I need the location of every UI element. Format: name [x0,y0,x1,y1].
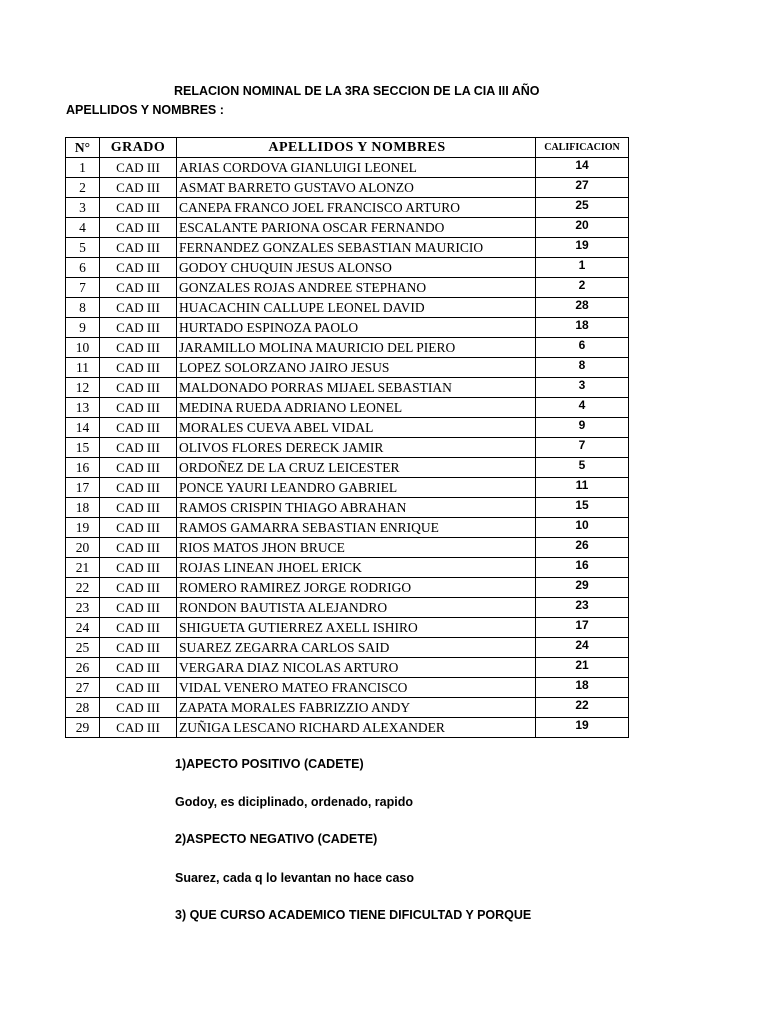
table-row [66,278,629,298]
row-name: ORDOÑEZ DE LA CRUZ LEICESTER [177,458,536,478]
row-calificacion: 14 [536,158,629,178]
row-grado: CAD III [100,198,177,218]
row-name: ROMERO RAMIREZ JORGE RODRIGO [177,578,536,598]
table-row [66,458,629,478]
table-row [66,558,629,578]
table-row [66,298,629,318]
row-name: MORALES CUEVA ABEL VIDAL [177,418,536,438]
question-1: 1)APECTO POSITIVO (CADETE) [175,757,364,771]
row-calificacion: 11 [536,478,629,498]
row-number: 22 [66,578,100,598]
document-subtitle: APELLIDOS Y NOMBRES : [66,103,224,117]
row-calificacion: 19 [536,238,629,258]
row-name: RAMOS CRISPIN THIAGO ABRAHAN [177,498,536,518]
row-number: 10 [66,338,100,358]
row-number: 20 [66,538,100,558]
row-name: RONDON BAUTISTA ALEJANDRO [177,598,536,618]
row-number: 13 [66,398,100,418]
table-row [66,178,629,198]
row-calificacion: 18 [536,678,629,698]
table-row [66,598,629,618]
row-grado: CAD III [100,538,177,558]
row-grado: CAD III [100,618,177,638]
row-grado: CAD III [100,238,177,258]
row-calificacion: 9 [536,418,629,438]
row-name: LOPEZ SOLORZANO JAIRO JESUS [177,358,536,378]
row-number: 15 [66,438,100,458]
row-name: JARAMILLO MOLINA MAURICIO DEL PIERO [177,338,536,358]
table-row [66,158,629,178]
row-calificacion: 25 [536,198,629,218]
row-grado: CAD III [100,578,177,598]
row-grado: CAD III [100,698,177,718]
table-row [66,338,629,358]
row-name: PONCE YAURI LEANDRO GABRIEL [177,478,536,498]
row-number: 17 [66,478,100,498]
table-row [66,398,629,418]
row-grado: CAD III [100,558,177,578]
answer-2: Suarez, cada q lo levantan no hace caso [175,871,414,885]
row-grado: CAD III [100,718,177,738]
row-grado: CAD III [100,678,177,698]
row-calificacion: 23 [536,598,629,618]
row-calificacion: 27 [536,178,629,198]
table-row [66,478,629,498]
row-number: 2 [66,178,100,198]
table-row [66,378,629,398]
row-calificacion: 29 [536,578,629,598]
row-number: 26 [66,658,100,678]
row-name: ASMAT BARRETO GUSTAVO ALONZO [177,178,536,198]
table-row [66,678,629,698]
question-3: 3) QUE CURSO ACADEMICO TIENE DIFICULTAD Y PORQUE [175,908,532,922]
row-name: ARIAS CORDOVA GIANLUIGI LEONEL [177,158,536,178]
row-name: SUAREZ ZEGARRA CARLOS SAID [177,638,536,658]
table-row [66,518,629,538]
table-row [66,218,629,238]
row-number: 21 [66,558,100,578]
row-calificacion: 2 [536,278,629,298]
row-calificacion: 18 [536,318,629,338]
row-number: 19 [66,518,100,538]
row-number: 12 [66,378,100,398]
row-grado: CAD III [100,438,177,458]
header-num: N° [66,138,100,158]
row-grado: CAD III [100,338,177,358]
row-calificacion: 21 [536,658,629,678]
row-calificacion: 15 [536,498,629,518]
row-name: VERGARA DIAZ NICOLAS ARTURO [177,658,536,678]
table-row [66,718,629,738]
row-number: 11 [66,358,100,378]
row-grado: CAD III [100,638,177,658]
row-name: GODOY CHUQUIN JESUS ALONSO [177,258,536,278]
header-grado: GRADO [100,138,177,158]
table-body [66,158,629,738]
row-calificacion: 19 [536,718,629,738]
table-row [66,538,629,558]
table-row [66,418,629,438]
row-calificacion: 8 [536,358,629,378]
row-calificacion: 4 [536,398,629,418]
table-row [66,258,629,278]
row-name: RIOS MATOS JHON BRUCE [177,538,536,558]
table-row [66,618,629,638]
row-name: VIDAL VENERO MATEO FRANCISCO [177,678,536,698]
row-calificacion: 5 [536,458,629,478]
row-number: 1 [66,158,100,178]
row-calificacion: 17 [536,618,629,638]
row-name: ZUÑIGA LESCANO RICHARD ALEXANDER [177,718,536,738]
table-row [66,698,629,718]
row-grado: CAD III [100,298,177,318]
header-name: APELLIDOS Y NOMBRES [177,138,536,158]
row-name: ESCALANTE PARIONA OSCAR FERNANDO [177,218,536,238]
row-grado: CAD III [100,418,177,438]
answer-1: Godoy, es diciplinado, ordenado, rapido [175,795,413,809]
table-row [66,658,629,678]
table-row [66,578,629,598]
row-name: OLIVOS FLORES DERECK JAMIR [177,438,536,458]
row-number: 5 [66,238,100,258]
row-name: MEDINA RUEDA ADRIANO LEONEL [177,398,536,418]
row-number: 9 [66,318,100,338]
row-calificacion: 3 [536,378,629,398]
row-grado: CAD III [100,658,177,678]
row-number: 6 [66,258,100,278]
row-grado: CAD III [100,278,177,298]
row-calificacion: 16 [536,558,629,578]
table-row [66,238,629,258]
row-grado: CAD III [100,518,177,538]
row-grado: CAD III [100,398,177,418]
row-name: MALDONADO PORRAS MIJAEL SEBASTIAN [177,378,536,398]
row-calificacion: 1 [536,258,629,278]
question-2: 2)ASPECTO NEGATIVO (CADETE) [175,832,378,846]
row-number: 4 [66,218,100,238]
row-number: 24 [66,618,100,638]
row-calificacion: 28 [536,298,629,318]
row-grado: CAD III [100,358,177,378]
row-calificacion: 24 [536,638,629,658]
row-number: 3 [66,198,100,218]
row-number: 29 [66,718,100,738]
row-name: HUACACHIN CALLUPE LEONEL DAVID [177,298,536,318]
table-row [66,638,629,658]
row-calificacion: 26 [536,538,629,558]
row-number: 7 [66,278,100,298]
row-grado: CAD III [100,598,177,618]
row-grado: CAD III [100,378,177,398]
table-row [66,498,629,518]
row-number: 16 [66,458,100,478]
row-name: RAMOS GAMARRA SEBASTIAN ENRIQUE [177,518,536,538]
row-calificacion: 22 [536,698,629,718]
table-header-row [66,138,629,158]
row-grado: CAD III [100,258,177,278]
row-number: 28 [66,698,100,718]
row-number: 27 [66,678,100,698]
row-name: ROJAS LINEAN JHOEL ERICK [177,558,536,578]
row-grado: CAD III [100,178,177,198]
row-name: SHIGUETA GUTIERREZ AXELL ISHIRO [177,618,536,638]
table-row [66,358,629,378]
row-calificacion: 7 [536,438,629,458]
document-title: RELACION NOMINAL DE LA 3RA SECCION DE LA CIA III AÑO [174,84,540,98]
row-calificacion: 10 [536,518,629,538]
row-grado: CAD III [100,458,177,478]
student-table [65,137,629,738]
row-name: HURTADO ESPINOZA PAOLO [177,318,536,338]
row-calificacion: 6 [536,338,629,358]
row-number: 23 [66,598,100,618]
row-name: GONZALES ROJAS ANDREE STEPHANO [177,278,536,298]
row-name: FERNANDEZ GONZALES SEBASTIAN MAURICIO [177,238,536,258]
header-calificacion: CALIFICACION [536,138,629,158]
row-number: 25 [66,638,100,658]
table-row [66,318,629,338]
row-calificacion: 20 [536,218,629,238]
row-grado: CAD III [100,498,177,518]
row-grado: CAD III [100,218,177,238]
row-grado: CAD III [100,158,177,178]
row-number: 18 [66,498,100,518]
table-row [66,198,629,218]
row-grado: CAD III [100,318,177,338]
row-number: 8 [66,298,100,318]
table-row [66,438,629,458]
row-number: 14 [66,418,100,438]
row-name: CANEPA FRANCO JOEL FRANCISCO ARTURO [177,198,536,218]
row-name: ZAPATA MORALES FABRIZZIO ANDY [177,698,536,718]
row-grado: CAD III [100,478,177,498]
